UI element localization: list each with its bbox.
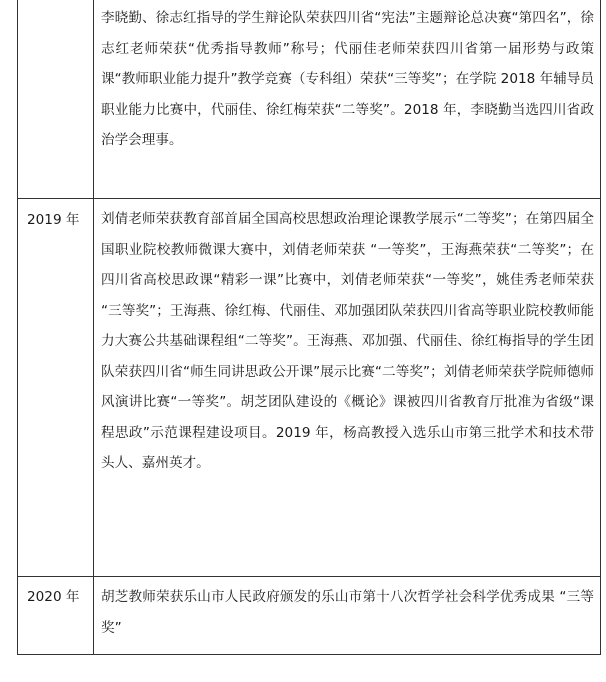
table-row	[18, 577, 601, 655]
year-cell: 2020 年	[18, 577, 94, 655]
content-cell: 刘倩老师荣获教育部首届全国高校思想政治理论课教学展示“二等奖”；在第四届全国职业院校教师微课大赛中，刘倩老师荣获 “一等奖”，王海燕荣获“二等奖”；在四川省高校思政课“精彩一课”比赛中，刘倩老师荣获“一等奖”，姚佳秀老师荣获 “三等奖”；王海燕、徐红梅、代丽佳、邓加强团队荣获四川省高等职业院校教师能力大赛公共基础课程组“二等奖”。王海燕、邓加强、代丽佳、徐红梅指导的学生团队荣获四川省“师生同讲思政公开课”展示比赛“二等奖”；刘倩老师荣获学院师德师风演讲比赛“一等奖”。胡芝团队建设的《概论》课被四川省教育厅批准为省级“课程思政”示范课程建设项目。2019 年，杨高教授入选乐山市第三批学术和技术带头人、嘉州英才。	[94, 199, 601, 577]
table-row	[18, 0, 601, 199]
year-cell	[18, 0, 94, 199]
content-cell: 胡芝教师荣获乐山市人民政府颁发的乐山市第十八次哲学社会科学优秀成果 “三等奖”	[94, 577, 601, 655]
achievements-table	[17, 0, 601, 655]
year-cell: 2019 年	[18, 199, 94, 577]
table-row	[18, 199, 601, 577]
content-cell: 李晓勤、徐志红指导的学生辩论队荣获四川省“宪法”主题辩论总决赛“第四名”，徐志红老师荣获“优秀指导教师”称号；代丽佳老师荣获四川省第一届形势与政策课“教师职业能力提升”教学竞赛（专科组）荣获“三等奖”；在学院 2018 年辅导员职业能力比赛中，代丽佳、徐红梅荣获“二等奖”。2018 年，李晓勤当选四川省政治学会理事。	[94, 0, 601, 199]
